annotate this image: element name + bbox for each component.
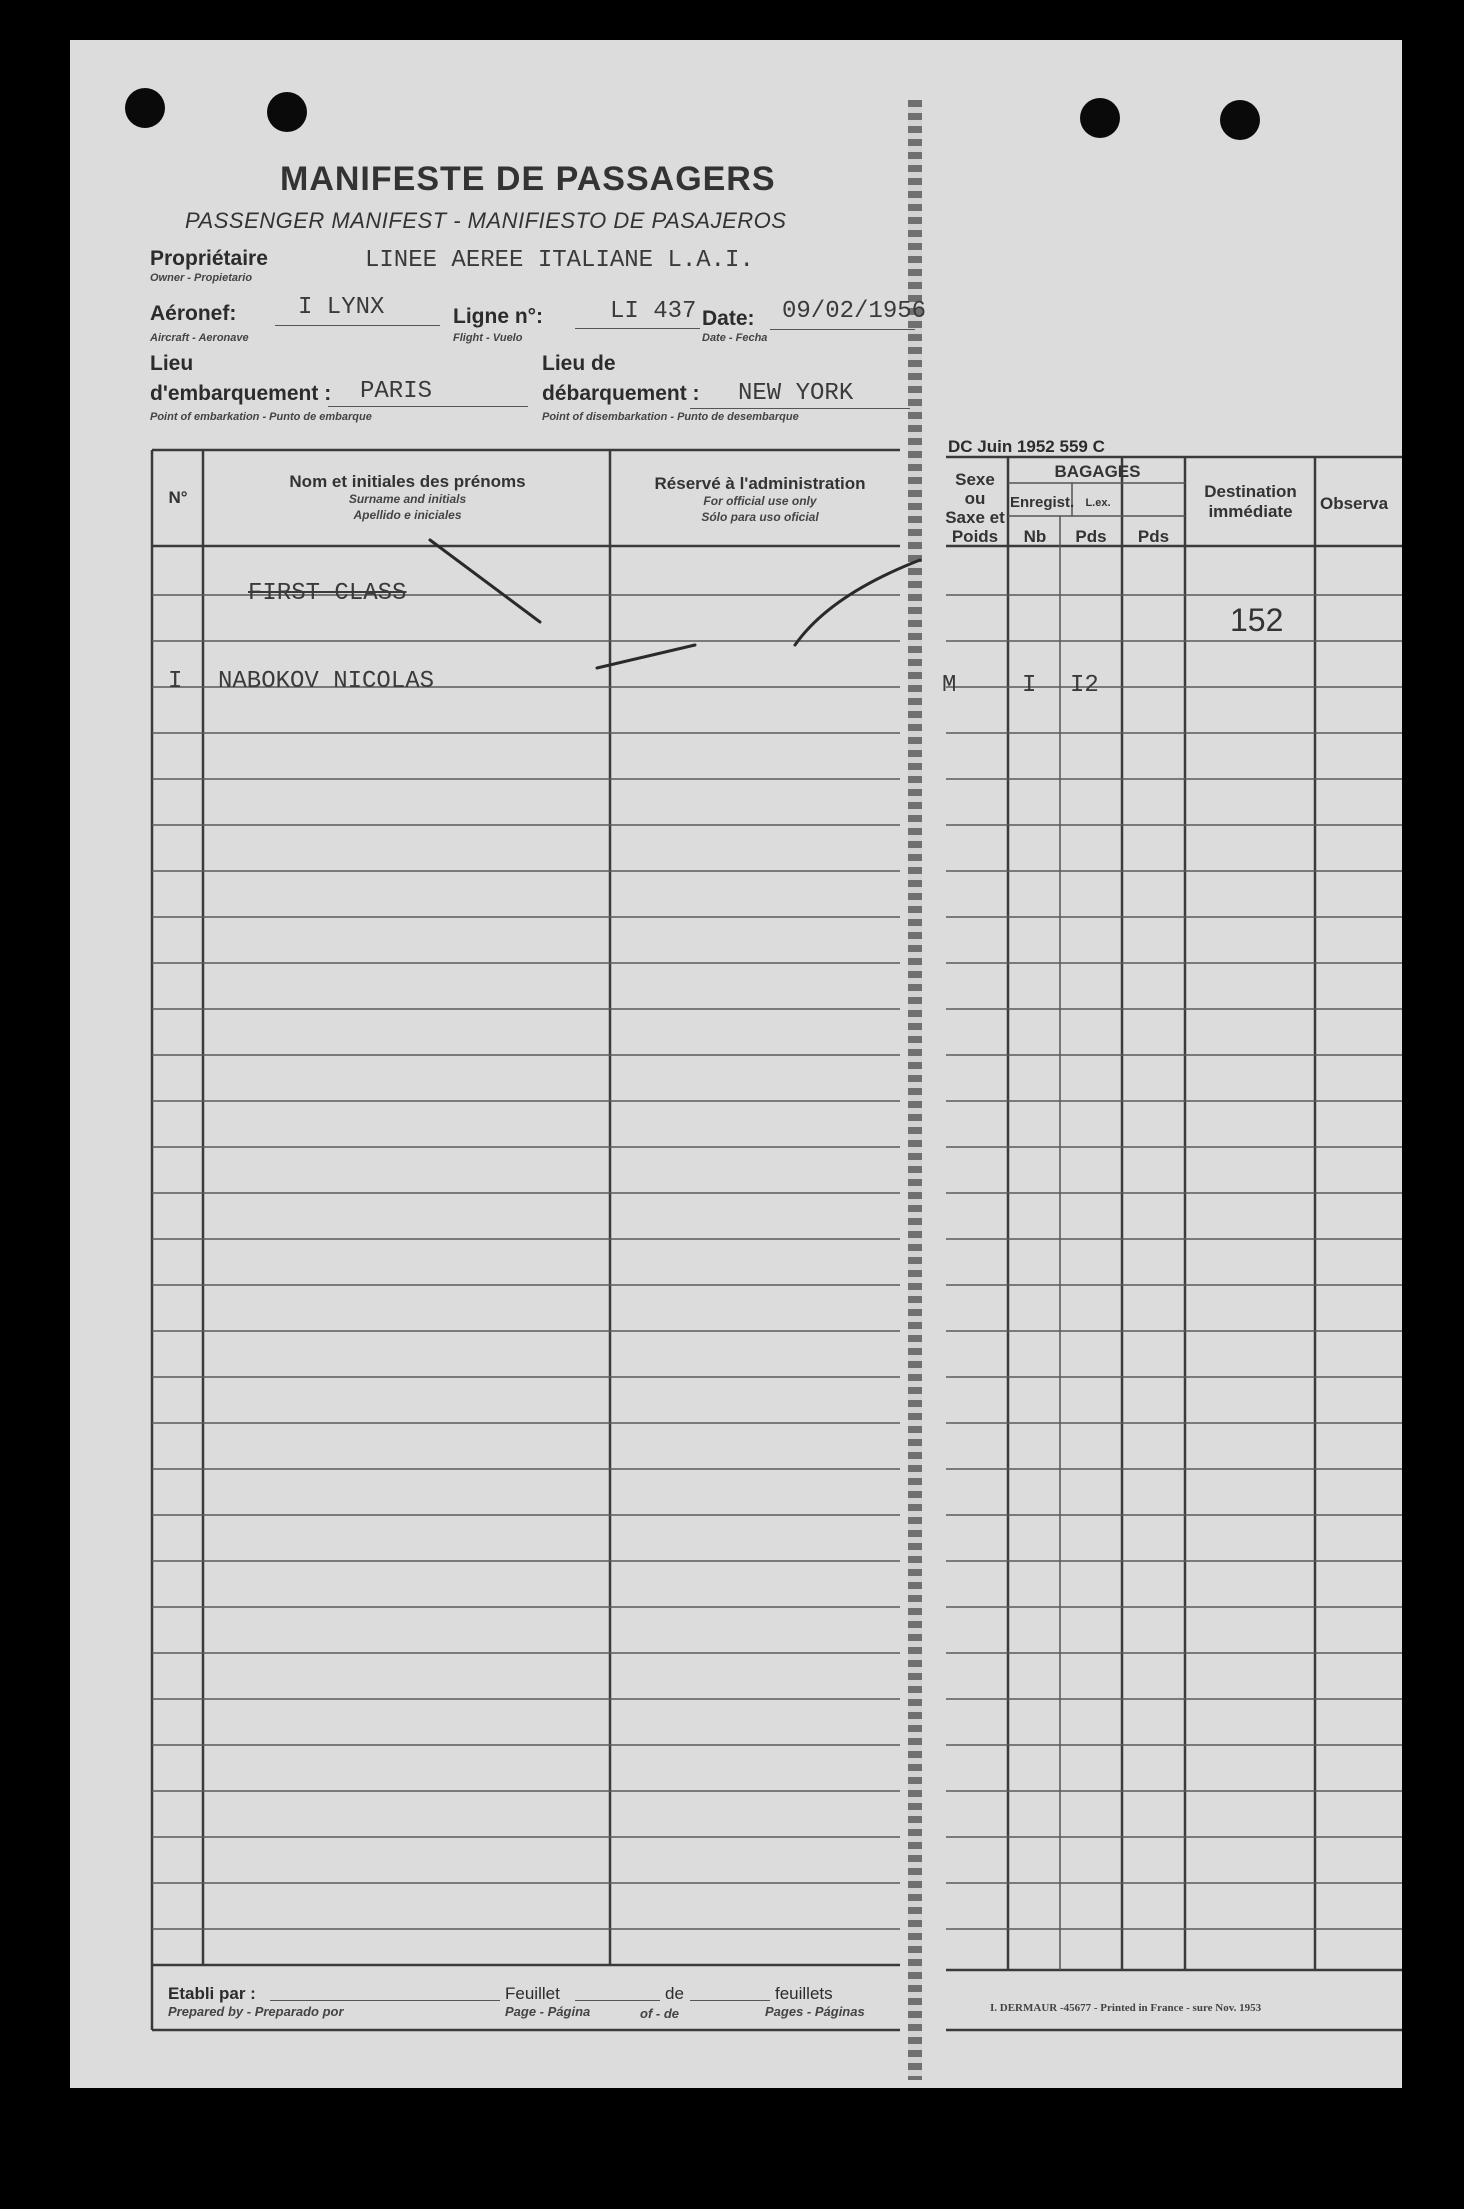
col-sex-header-4: Poids bbox=[951, 527, 999, 546]
disembark-value: NEW YORK bbox=[738, 380, 854, 407]
col-destination-header-2: immédiate bbox=[1208, 502, 1293, 521]
page-subtitle: PASSENGER MANIFEST - MANIFIESTO DE PASAJEROS bbox=[185, 208, 787, 233]
of-sublabel: of - de bbox=[640, 2006, 679, 2021]
prepared-by-label: Etabli par : bbox=[168, 1984, 256, 2003]
disembark-label-1: Lieu de bbox=[542, 352, 616, 375]
col-observations-header: Observa bbox=[1320, 494, 1389, 513]
manifest-page bbox=[70, 40, 1402, 2088]
page-title: MANIFESTE DE PASSAGERS bbox=[280, 160, 776, 198]
col-bagages-header: BAGAGES bbox=[1054, 462, 1141, 481]
date-sublabel: Date - Fecha bbox=[702, 332, 768, 344]
embark-label-1: Lieu bbox=[150, 352, 194, 375]
col-sex-header-3: Saxe et bbox=[945, 508, 1005, 527]
col-pds-header: Pds bbox=[1075, 527, 1107, 546]
printer-imprint: I. DERMAUR -45677 - Printed in France - sure Nov. 1953 bbox=[990, 2002, 1262, 2014]
disembark-label-2: débarquement : bbox=[542, 382, 700, 405]
col-name-sub1: Surname and initials bbox=[348, 492, 467, 506]
owner-value: LINEE AEREE ITALIANE L.A.I. bbox=[365, 247, 754, 274]
table-grid bbox=[70, 40, 1402, 2088]
of-label: de bbox=[665, 1984, 684, 2003]
passenger-sex: M bbox=[942, 672, 957, 699]
col-name-sub2: Apellido e iniciales bbox=[353, 508, 462, 522]
col-name-header: Nom et initiales des prénoms bbox=[289, 472, 526, 491]
passenger-bag-weight: I2 bbox=[1070, 672, 1099, 699]
destination-code: 152 bbox=[1230, 602, 1284, 638]
col-enregist-header: Enregist. bbox=[1010, 494, 1075, 511]
embark-label-2: d'embarquement : bbox=[150, 382, 332, 405]
disembark-sublabel: Point of disembarkation - Punto de desembarque bbox=[542, 411, 799, 423]
col-lex-header: L.ex. bbox=[1085, 497, 1111, 509]
page-sublabel: Page - Página bbox=[505, 2004, 591, 2019]
col-sex-header-1: Sexe bbox=[955, 470, 995, 489]
aircraft-sublabel: Aircraft - Aeronave bbox=[150, 332, 249, 344]
col-admin-sub2: Sólo para uso oficial bbox=[701, 510, 819, 524]
col-destination-header-1: Destination bbox=[1204, 482, 1297, 501]
pages-sublabel: Pages - Páginas bbox=[765, 2004, 865, 2019]
passenger-name: NABOKOV NICOLAS bbox=[218, 668, 435, 695]
aircraft-label: Aéronef: bbox=[150, 302, 237, 325]
pages-label: feuillets bbox=[775, 1984, 833, 2003]
page-label: Feuillet bbox=[505, 1984, 560, 2003]
class-label: FIRST CLASS bbox=[248, 580, 407, 607]
col-pds-lex-header: Pds bbox=[1137, 527, 1170, 546]
flight-label: Ligne n°: bbox=[453, 305, 544, 328]
passenger-no: I bbox=[168, 668, 183, 695]
aircraft-value: I LYNX bbox=[298, 294, 385, 321]
prepared-by-sublabel: Prepared by - Preparado por bbox=[168, 2004, 344, 2019]
owner-sublabel: Owner - Propietario bbox=[150, 272, 253, 284]
embark-sublabel: Point of embarkation - Punto de embarque bbox=[150, 411, 372, 423]
passenger-bag-count: I bbox=[1022, 672, 1037, 699]
col-admin-sub1: For official use only bbox=[703, 494, 817, 508]
form-code: DC Juin 1952 559 C bbox=[948, 437, 1105, 456]
flight-value: LI 437 bbox=[610, 298, 697, 325]
date-value: 09/02/1956 bbox=[782, 298, 927, 325]
col-sex-header-2: ou bbox=[964, 489, 986, 508]
date-label: Date: bbox=[702, 307, 755, 330]
owner-label: Propriétaire bbox=[150, 247, 268, 270]
col-nb-header: Nb bbox=[1023, 527, 1047, 546]
embark-value: PARIS bbox=[360, 378, 433, 405]
flight-sublabel: Flight - Vuelo bbox=[453, 332, 523, 344]
col-admin-header: Réservé à l'administration bbox=[654, 474, 866, 493]
col-no-header: N° bbox=[168, 488, 188, 507]
